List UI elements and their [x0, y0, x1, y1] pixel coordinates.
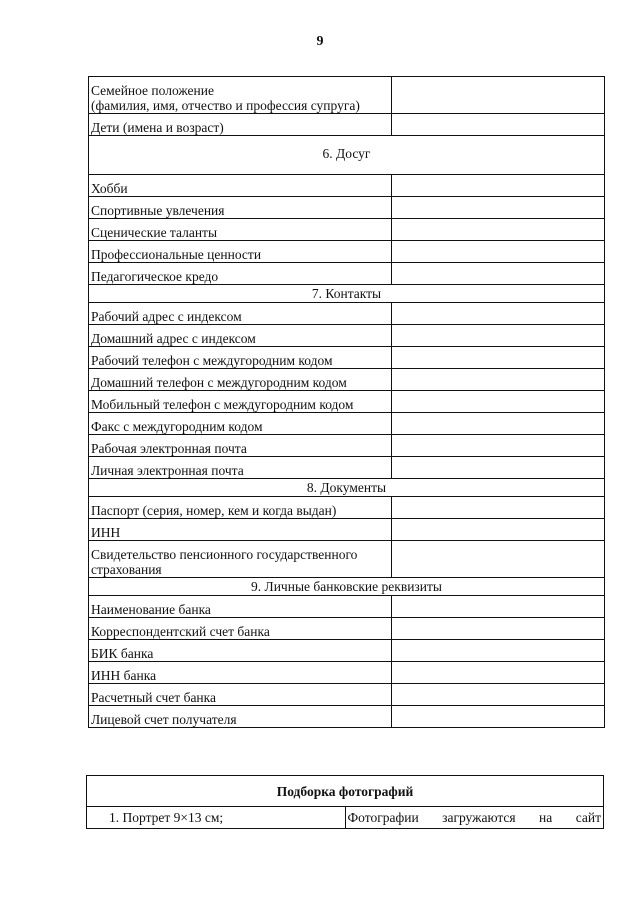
form-row [89, 596, 605, 618]
field-label-line: ИНН [91, 525, 121, 540]
form-row [89, 77, 605, 114]
page-number: 9 [316, 34, 324, 49]
form-row [89, 618, 605, 640]
field-label [89, 197, 392, 219]
field-label [89, 596, 392, 618]
field-label-line: Наименование банка [91, 602, 211, 617]
section-header [89, 136, 605, 175]
field-value-cell[interactable] [392, 684, 605, 706]
photo-item-note: Фотографии загружаются на сайт [345, 807, 604, 829]
photo-selection-table [86, 775, 604, 829]
field-label [89, 519, 392, 541]
form-row [89, 114, 605, 136]
field-label [89, 391, 392, 413]
field-value-cell[interactable] [392, 541, 605, 578]
field-label-line: Расчетный счет банка [91, 690, 217, 705]
form-row [89, 391, 605, 413]
field-label [89, 684, 392, 706]
field-label-line: Домашний адрес с индексом [91, 331, 256, 346]
form-row [89, 541, 605, 578]
field-label-line: Факс с междугородним кодом [91, 419, 263, 434]
field-label-line: Лицевой счет получателя [91, 712, 237, 727]
field-value-cell[interactable] [392, 219, 605, 241]
field-label [89, 77, 392, 114]
field-label-line: БИК банка [91, 646, 154, 661]
field-value-cell[interactable] [392, 197, 605, 219]
field-value-cell[interactable] [392, 497, 605, 519]
field-value-cell[interactable] [392, 175, 605, 197]
field-label [89, 219, 392, 241]
form-row [89, 662, 605, 684]
section-header [89, 285, 605, 303]
field-value-cell[interactable] [392, 77, 605, 114]
field-label [89, 114, 392, 136]
field-label-line: Сценические таланты [91, 225, 218, 240]
field-label-line: Хобби [91, 181, 128, 196]
field-label [89, 263, 392, 285]
section-title: 9. Личные банковские реквизиты [89, 578, 605, 596]
form-row [89, 175, 605, 197]
form-row [89, 347, 605, 369]
form-row [89, 497, 605, 519]
field-label [89, 413, 392, 435]
field-value-cell[interactable] [392, 435, 605, 457]
field-value-cell[interactable] [392, 457, 605, 479]
form-row [89, 197, 605, 219]
questionnaire-body [89, 77, 605, 728]
field-label [89, 662, 392, 684]
form-row [89, 369, 605, 391]
field-label-line: Профессиональные ценности [91, 247, 262, 262]
field-label-line: Рабочий телефон с междугородним кодом [91, 353, 333, 368]
field-label [89, 457, 392, 479]
field-label-line: Корреспондентский счет банка [91, 624, 270, 639]
field-label-line: Личная электронная почта [91, 463, 244, 478]
form-row [89, 640, 605, 662]
field-value-cell[interactable] [392, 369, 605, 391]
field-label [89, 175, 392, 197]
field-label [89, 303, 392, 325]
photo-item-label: 1. Портрет 9×13 см; [87, 807, 346, 829]
field-label-line: ИНН банка [91, 668, 157, 683]
field-value-cell[interactable] [392, 662, 605, 684]
field-value-cell[interactable] [392, 114, 605, 136]
field-label-line: Рабочий адрес с индексом [91, 309, 242, 324]
form-row [89, 684, 605, 706]
field-label [89, 640, 392, 662]
field-label [89, 618, 392, 640]
field-label-line: Паспорт (серия, номер, кем и когда выдан) [91, 503, 337, 518]
form-row [89, 241, 605, 263]
field-label [89, 369, 392, 391]
field-value-cell[interactable] [392, 413, 605, 435]
form-row [89, 263, 605, 285]
section-header [89, 578, 605, 596]
field-label-line: Дети (имена и возраст) [91, 120, 224, 135]
field-value-cell[interactable] [392, 347, 605, 369]
field-label [89, 706, 392, 728]
field-value-cell[interactable] [392, 596, 605, 618]
form-row [89, 303, 605, 325]
field-label-line: Домашний телефон с междугородним кодом [91, 375, 347, 390]
field-value-cell[interactable] [392, 241, 605, 263]
section-title: 6. Досуг [89, 136, 605, 175]
field-value-cell[interactable] [392, 519, 605, 541]
field-label-line: Педагогическое кредо [91, 269, 219, 284]
field-label-line: страхования [91, 562, 162, 577]
field-value-cell[interactable] [392, 303, 605, 325]
field-value-cell[interactable] [392, 391, 605, 413]
field-label [89, 497, 392, 519]
field-value-cell[interactable] [392, 706, 605, 728]
field-label [89, 435, 392, 457]
form-row [89, 457, 605, 479]
questionnaire-table [88, 76, 605, 728]
form-row [89, 219, 605, 241]
photo-table-title: Подборка фотографий [87, 776, 604, 807]
photo-table-header [87, 776, 604, 807]
field-label-line: Свидетельство пенсионного государственного [91, 547, 358, 562]
field-label-line: (фамилия, имя, отчество и профессия супруга) [91, 98, 360, 113]
field-label [89, 325, 392, 347]
field-value-cell[interactable] [392, 640, 605, 662]
field-label-line: Семейное положение [91, 83, 214, 98]
field-label-line: Мобильный телефон с междугородним кодом [91, 397, 354, 412]
form-row [89, 706, 605, 728]
field-value-cell[interactable] [392, 618, 605, 640]
section-title: 8. Документы [89, 479, 605, 497]
field-value-cell[interactable] [392, 263, 605, 285]
field-label [89, 541, 392, 578]
section-title: 7. Контакты [89, 285, 605, 303]
photo-item-row [87, 807, 604, 829]
field-label [89, 241, 392, 263]
field-value-cell[interactable] [392, 325, 605, 347]
form-row [89, 325, 605, 347]
field-label [89, 347, 392, 369]
form-row [89, 519, 605, 541]
field-label-line: Спортивные увлечения [91, 203, 225, 218]
form-row [89, 435, 605, 457]
section-header [89, 479, 605, 497]
field-label-line: Рабочая электронная почта [91, 441, 247, 456]
form-row [89, 413, 605, 435]
